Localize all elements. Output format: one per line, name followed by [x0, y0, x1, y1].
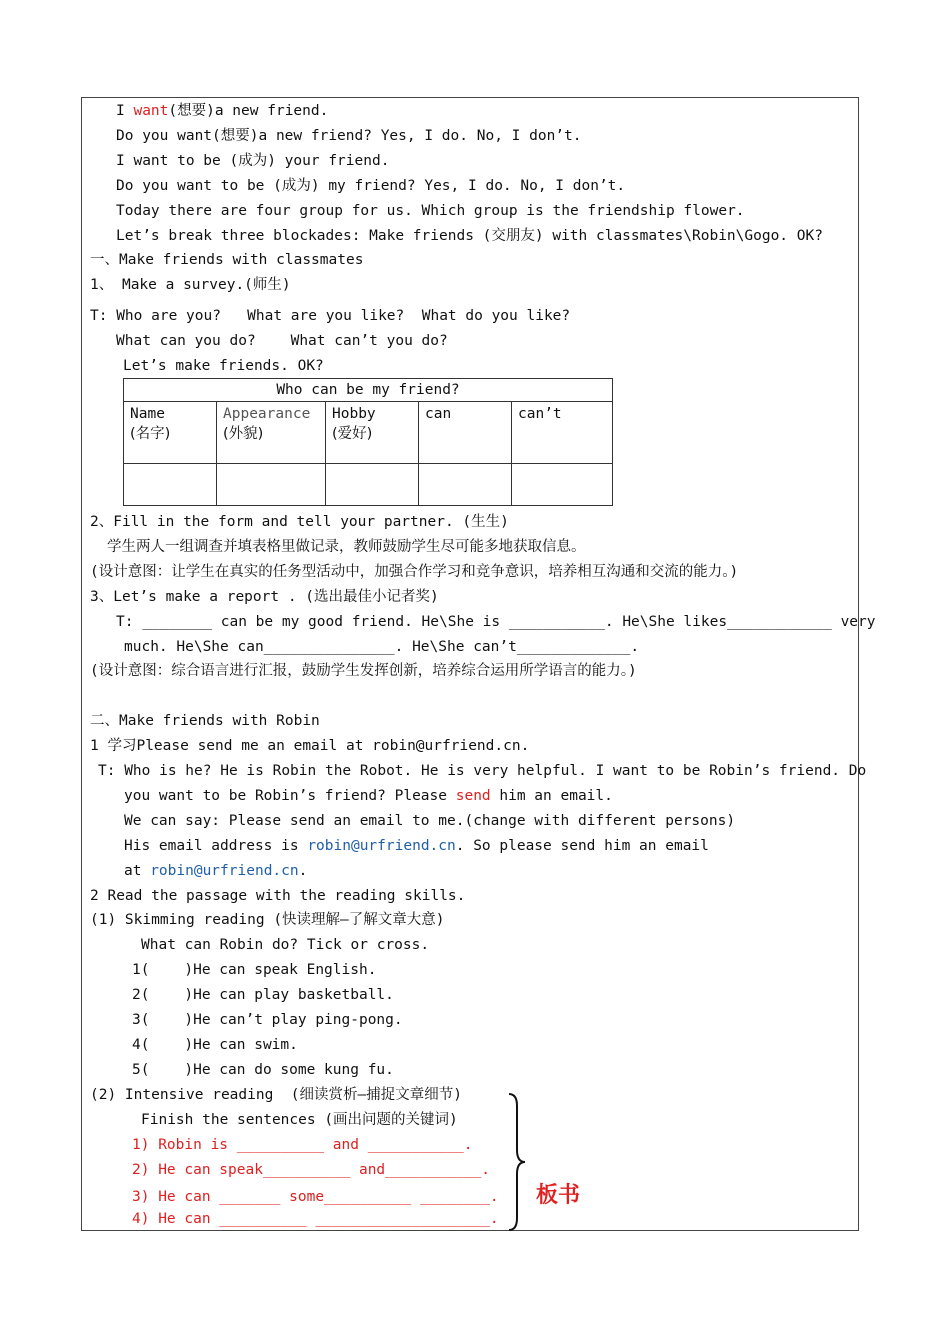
text-line-30 [132, 985, 394, 1005]
text-line-31-part-1: 3( )He can’t play ping-pong. [132, 1012, 403, 1028]
text-line-39 [132, 1209, 499, 1229]
survey-table [123, 378, 613, 506]
text-line-30-part-1: 2( )He can play basketball. [132, 987, 394, 1003]
cell-name-blank[interactable] [124, 464, 217, 506]
text-line-26-part-1: 2 Read the passage with the reading skills. [90, 888, 466, 904]
text-line-34-part-1: (2) Intensive reading (细读赏析—捕捉文章细节) [90, 1087, 462, 1103]
cell-hobby-blank[interactable] [326, 464, 419, 506]
text-line-14 [90, 562, 738, 582]
text-line-29 [132, 960, 376, 980]
text-line-24-part-1: His email address is [124, 838, 308, 854]
text-line-14-part-1: (设计意图：让学生在真实的任务型活动中，加强合作学习和竞争意识，培养相互沟通和交流的能力。) [90, 564, 739, 580]
text-line-31 [132, 1010, 403, 1030]
text-line-15-part-1: 3、Let’s make a report . (选出最佳小记者奖) [90, 589, 439, 605]
cell-appearance-blank[interactable] [217, 464, 326, 506]
text-line-27 [90, 910, 445, 930]
text-line-36 [132, 1135, 472, 1155]
header-name-cn: (名字) [130, 426, 171, 442]
text-line-29-part-1: 1( )He can speak English. [132, 962, 377, 978]
header-appearance [217, 402, 326, 464]
text-line-37 [132, 1160, 490, 1180]
survey-table-caption: Who can be my friend? [124, 379, 613, 402]
text-line-9 [90, 306, 570, 326]
text-line-7 [90, 250, 363, 270]
text-line-27-part-1: (1) Skimming reading (快读理解—了解文章大意) [90, 912, 445, 928]
text-line-28-part-1: What can Robin do? Tick or cross. [141, 937, 430, 953]
text-line-6 [116, 226, 823, 246]
text-line-12 [90, 512, 509, 532]
text-line-22-part-2: send [455, 788, 491, 804]
text-line-34 [90, 1085, 462, 1105]
text-line-21 [98, 761, 866, 781]
text-line-5 [116, 201, 745, 221]
header-can [419, 402, 512, 464]
text-line-16 [116, 612, 876, 632]
text-line-36-part-1: 1) Robin is __________ and ___________. [132, 1137, 473, 1153]
text-line-21-part-1: T: Who is he? He is Robin the Robot. He is very helpful. I want to be Robin’s friend. Do [98, 763, 867, 779]
text-line-18-part-1: (设计意图：综合语言进行汇报，鼓励学生发挥创新，培养综合运用所学语言的能力。) [90, 663, 637, 679]
header-name-en: Name [130, 406, 165, 422]
text-line-1 [116, 101, 328, 121]
text-line-25-part-2: robin@urfriend.cn [150, 863, 299, 879]
text-line-13 [107, 537, 586, 557]
text-line-22-part-3: him an email. [490, 788, 613, 804]
text-line-6-part-1: Let’s break three blockades: Make friends (交朋友) with classmates\Robin\Gogo. OK? [116, 228, 823, 244]
text-line-33-part-1: 5( )He can do some kung fu. [132, 1062, 394, 1078]
text-line-37-part-1: 2) He can speak__________ and___________. [132, 1162, 490, 1178]
text-line-12-part-1: 2、Fill in the form and tell your partner. (生生) [90, 514, 509, 530]
header-hobby [326, 402, 419, 464]
text-line-32-part-1: 4( )He can swim. [132, 1037, 298, 1053]
text-line-16-part-1: T: ________ can be my good friend. He\She is ___________. He\She likes____________ very [116, 614, 876, 630]
header-can-en: can [425, 406, 452, 422]
text-line-24 [124, 836, 709, 856]
text-line-23 [124, 811, 735, 831]
text-line-32 [132, 1035, 298, 1055]
text-line-8 [90, 275, 291, 295]
header-name [124, 402, 217, 464]
text-line-4 [116, 176, 625, 196]
text-line-1-part-2: want [133, 103, 169, 119]
text-line-20-part-1: 1 学习Please send me an email at robin@urfriend.cn. [90, 738, 530, 754]
header-cant [512, 402, 613, 464]
header-appearance-cn: (外貌) [223, 426, 264, 442]
text-line-10-part-1: What can you do? What can’t you do? [116, 333, 448, 349]
text-line-38-part-1: 3) He can _______ some__________ ________. [132, 1189, 499, 1205]
text-line-20 [90, 736, 529, 756]
text-line-33 [132, 1060, 394, 1080]
text-line-3 [116, 151, 389, 171]
text-line-7-part-1: 一、Make friends with classmates [90, 252, 364, 268]
header-hobby-cn: (爱好) [332, 426, 373, 442]
text-line-17-part-1: much. He\She can_______________. He\She can’t_____________. [124, 639, 640, 655]
text-line-25-part-3: . [298, 863, 308, 879]
text-line-39-part-1: 4) He can __________ ____________________. [132, 1211, 499, 1227]
text-line-26 [90, 886, 465, 906]
curly-brace-icon [505, 1092, 529, 1232]
text-line-17 [124, 637, 639, 657]
text-line-22-part-1: you want to be Robin’s friend? Please [124, 788, 456, 804]
text-line-18 [90, 661, 637, 681]
text-line-19-part-1: 二、Make friends with Robin [90, 713, 320, 729]
text-line-25-part-1: at [124, 863, 151, 879]
text-line-11-part-1: Let’s make friends. OK? [123, 358, 324, 374]
text-line-1-part-3: (想要)a new friend. [168, 103, 329, 119]
board-label: 板书 [536, 1183, 581, 1208]
cell-can-blank[interactable] [419, 464, 512, 506]
text-line-19 [90, 711, 320, 731]
text-line-5-part-1: Today there are four group for us. Which group is the friendship flower. [116, 203, 745, 219]
cell-cant-blank[interactable] [512, 464, 613, 506]
text-line-2-part-1: Do you want(想要)a new friend? Yes, I do. No, I don’t. [116, 128, 582, 144]
text-line-35 [141, 1110, 458, 1130]
text-line-23-part-1: We can say: Please send an email to me.(change with different persons) [124, 813, 736, 829]
text-line-11 [123, 356, 324, 376]
text-line-38 [132, 1187, 499, 1207]
header-cant-en: can’t [518, 406, 562, 422]
text-line-25 [124, 861, 307, 881]
text-line-2 [116, 126, 582, 146]
text-line-3-part-1: I want to be (成为) your friend. [116, 153, 390, 169]
header-appearance-en: Appearance [223, 406, 311, 422]
text-line-9-part-1: T: Who are you? What are you like? What do you like? [90, 308, 571, 324]
text-line-8-part-1: 1、 Make a survey.(师生) [90, 277, 291, 293]
text-line-10 [116, 331, 448, 351]
text-line-22 [124, 786, 613, 806]
text-line-1-part-1: I [116, 103, 134, 119]
header-hobby-en: Hobby [332, 406, 376, 422]
text-line-4-part-1: Do you want to be (成为) my friend? Yes, I do. No, I don’t. [116, 178, 626, 194]
text-line-24-part-3: . So please send him an email [455, 838, 709, 854]
text-line-15 [90, 587, 439, 607]
text-line-35-part-1: Finish the sentences (画出问题的关键词) [141, 1112, 458, 1128]
text-line-24-part-2: robin@urfriend.cn [307, 838, 456, 854]
text-line-13-part-1: 学生两人一组调查并填表格里做记录，教师鼓励学生尽可能多地获取信息。 [107, 539, 586, 555]
text-line-28 [141, 935, 429, 955]
